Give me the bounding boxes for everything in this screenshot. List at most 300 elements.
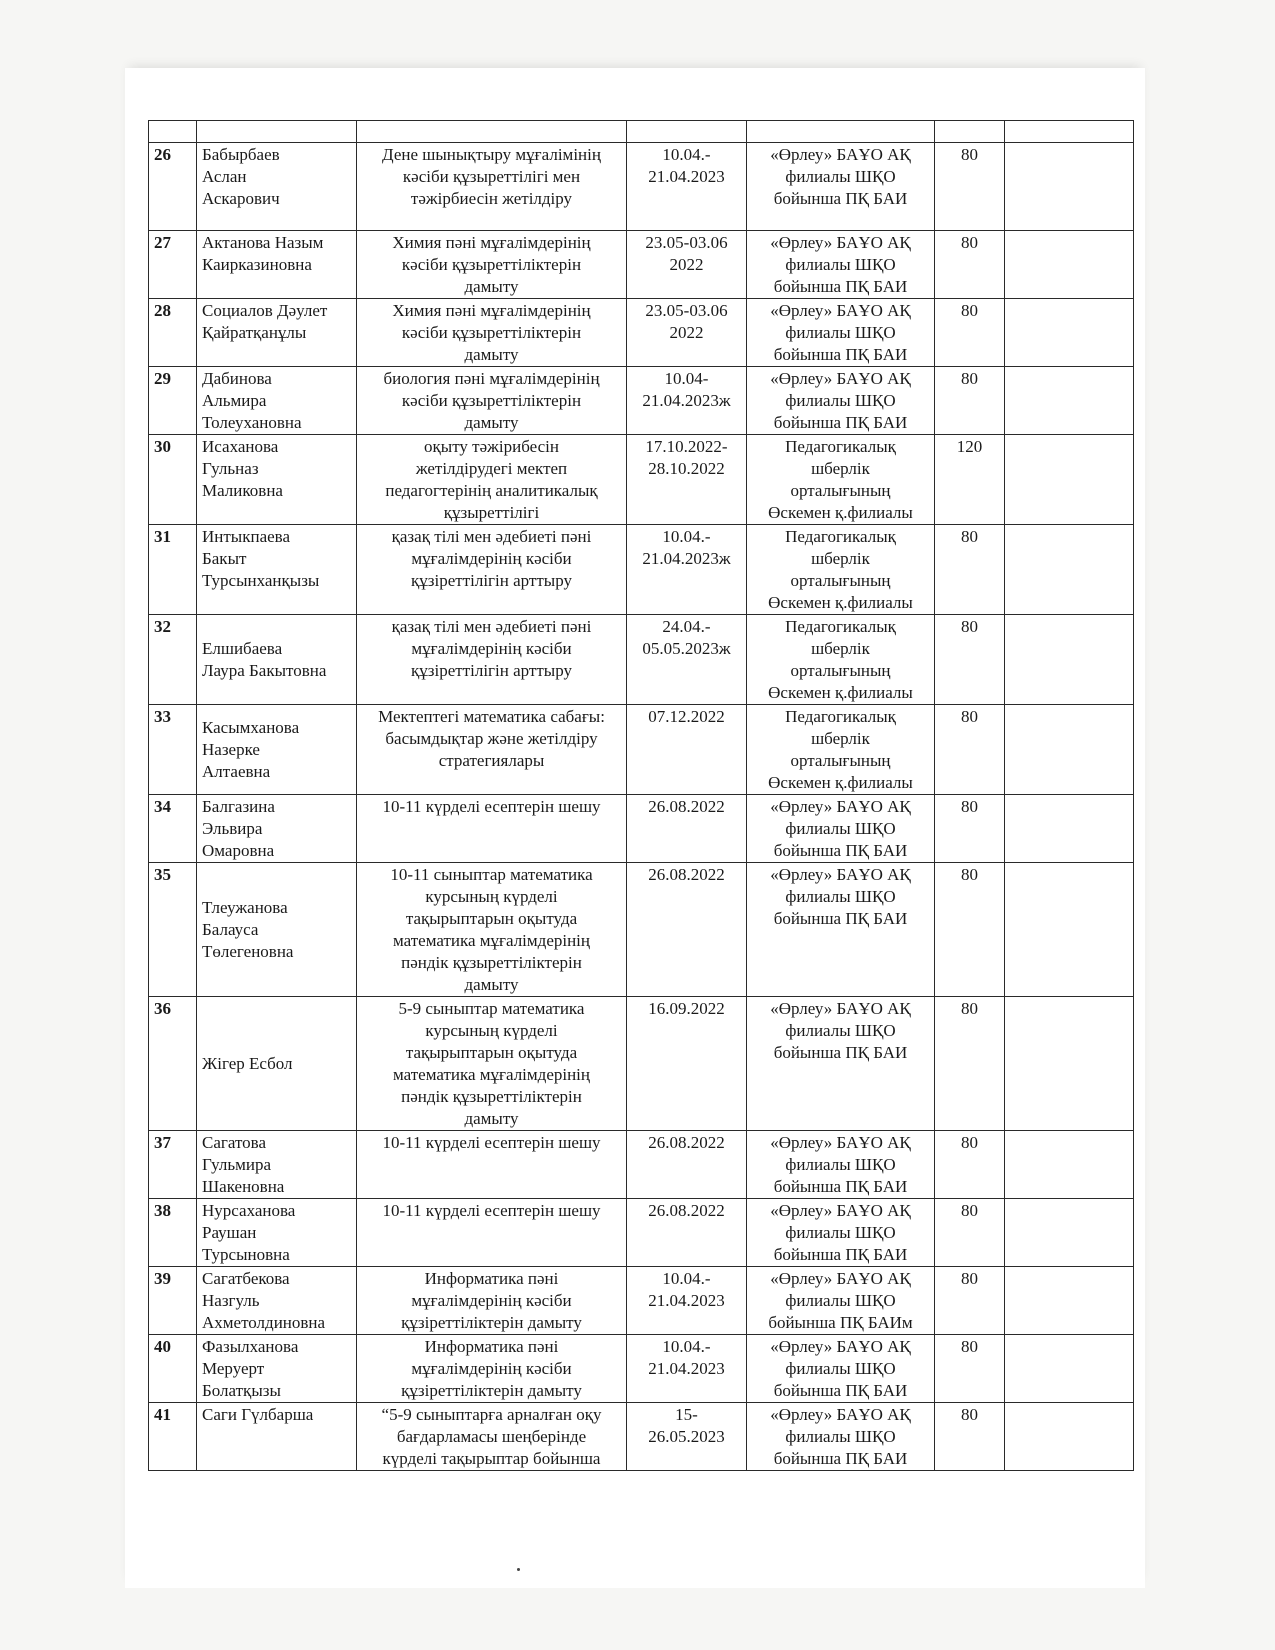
teacher-name-line: Фазылханова [202, 1337, 299, 1356]
course-title-line: құзіреттілігін арттыру [411, 661, 572, 680]
hours: 80 [935, 1267, 1005, 1335]
course-dates-line: 10.04.- [662, 1269, 711, 1288]
course-dates [627, 615, 747, 705]
course-title-line: дамыту [464, 277, 519, 296]
row-number: 27 [149, 231, 197, 299]
course-title-line: құзіреттіліктерін дамыту [401, 1381, 582, 1400]
organization [747, 997, 935, 1131]
course-title-line: құзіреттіліктерін дамыту [401, 1313, 582, 1332]
organization-line: бойынша ПҚ БАИ [773, 1177, 908, 1196]
course-title-line: Информатика пәні [424, 1337, 559, 1356]
organization-line: бойынша ПҚ БАИ [773, 841, 908, 860]
row-number: 37 [149, 1131, 197, 1199]
course-dates-line: 10.04.- [662, 1337, 711, 1356]
organization-line: филиалы ШҚО [785, 1359, 896, 1378]
course-title-line: Химия пәні мұғалімдерінің [392, 233, 591, 252]
course-title [357, 705, 627, 795]
teacher-name [197, 1267, 357, 1335]
course-title-line: тақырыптарын оқытуда [405, 909, 578, 928]
course-dates [627, 1335, 747, 1403]
teacher-name-line: Назгуль [202, 1291, 260, 1310]
organization [747, 1403, 935, 1471]
course-dates [627, 231, 747, 299]
course-title-line: жетілдірудегі мектеп [415, 459, 568, 478]
table-row [149, 795, 1134, 863]
table-row [149, 367, 1134, 435]
organization-line: филиалы ШҚО [785, 1291, 896, 1310]
teacher-name-line: Каирказиновна [202, 255, 312, 274]
course-title-line: қазақ тілі мен әдебиеті пәні [391, 527, 592, 546]
hours: 80 [935, 705, 1005, 795]
teacher-name-line: Балгазина [202, 797, 275, 816]
course-title-line: курсының күрделі [425, 1021, 558, 1040]
table-row [149, 1199, 1134, 1267]
teacher-name [197, 367, 357, 435]
organization-line: Өскемен қ.филиалы [768, 683, 913, 702]
organization-line: «Өрлеу» БАҰО АҚ [770, 999, 911, 1018]
organization-line: филиалы ШҚО [785, 1155, 896, 1174]
row-number: 28 [149, 299, 197, 367]
teacher-name-line: Актанова Назым [202, 233, 324, 252]
hours: 80 [935, 1131, 1005, 1199]
teacher-name-line: Нурсаханова [202, 1201, 296, 1220]
course-title-line: 10-11 сыныптар математика [390, 865, 593, 884]
course-dates-line: 07.12.2022 [648, 707, 725, 726]
course-dates [627, 299, 747, 367]
teacher-name [197, 299, 357, 367]
course-title [357, 231, 627, 299]
organization-line: Өскемен қ.филиалы [768, 503, 913, 522]
course-title-line: құзыреттілігі [443, 503, 540, 522]
course-dates [627, 863, 747, 997]
course-title-line: кәсіби құзыреттіліктерін [401, 391, 582, 410]
course-title [357, 525, 627, 615]
teacher-name [197, 997, 357, 1131]
course-dates-line: 24.04.- [662, 617, 711, 636]
training-table [148, 120, 1134, 1471]
course-title-line: кәсіби құзыреттілігі мен [402, 167, 581, 186]
hours: 80 [935, 1403, 1005, 1471]
course-dates-line: 2022 [669, 323, 704, 342]
teacher-name-line: Балауса [202, 920, 259, 939]
course-title-line: Информатика пәні [424, 1269, 559, 1288]
course-title-line: математика мұғалімдерінің [392, 931, 591, 950]
table-header-row [149, 121, 1134, 143]
course-title-line: 5-9 сыныптар математика [398, 999, 585, 1018]
course-dates-line: 26.08.2022 [648, 1201, 725, 1220]
course-dates [627, 997, 747, 1131]
table-row [149, 231, 1134, 299]
course-dates [627, 795, 747, 863]
course-title-line: мұғалімдерінің кәсіби [411, 639, 572, 658]
teacher-name [197, 435, 357, 525]
course-title [357, 1199, 627, 1267]
course-dates-line: 15- [675, 1405, 698, 1424]
course-title-line: Химия пәні мұғалімдерінің [392, 301, 591, 320]
teacher-name-line: Гульназ [202, 459, 259, 478]
speck [517, 1568, 520, 1571]
teacher-name [197, 1335, 357, 1403]
teacher-name [197, 705, 357, 795]
organization [747, 299, 935, 367]
teacher-name [197, 525, 357, 615]
organization-line: бойынша ПҚ БАИ [773, 1381, 908, 1400]
table-row [149, 705, 1134, 795]
course-title-line: кәсіби құзыреттіліктерін [401, 323, 582, 342]
course-title-line: пәндік құзыреттіліктерін [401, 1087, 582, 1106]
empty-cell [1005, 997, 1134, 1131]
course-title-line: Мектептегі математика сабағы: [378, 707, 605, 726]
course-title [357, 863, 627, 997]
teacher-name-line: Касымханова [202, 718, 300, 737]
organization-line: Өскемен қ.филиалы [768, 593, 913, 612]
course-dates-line: 21.04.2023 [648, 1359, 725, 1378]
organization-line: бойынша ПҚ БАИ [773, 909, 908, 928]
header-cell [357, 121, 627, 143]
teacher-name [197, 1403, 357, 1471]
organization-line: орталығының [790, 481, 891, 500]
empty-cell [1005, 1403, 1134, 1471]
row-number: 30 [149, 435, 197, 525]
organization-line: шберлік [811, 459, 870, 478]
table-row [149, 863, 1134, 997]
organization [747, 795, 935, 863]
organization-line: шберлік [811, 549, 870, 568]
organization-line: Педагогикалық [785, 437, 896, 456]
course-dates-line: 23.05-03.06 [645, 233, 728, 252]
teacher-name-line: Аслан [202, 167, 247, 186]
teacher-name-line: Сагатбекова [202, 1269, 290, 1288]
course-title-line: басымдықтар және жетілдіру [385, 729, 598, 748]
table-row [149, 1403, 1134, 1471]
teacher-name-line: Дабинова [202, 369, 272, 388]
table-row [149, 615, 1134, 705]
organization-line: Өскемен қ.филиалы [768, 773, 913, 792]
organization-line: Педагогикалық [785, 617, 896, 636]
teacher-name-line: Социалов Дәулет [202, 301, 328, 320]
organization [747, 615, 935, 705]
teacher-name [197, 231, 357, 299]
table-row [149, 299, 1134, 367]
hours: 80 [935, 997, 1005, 1131]
course-title [357, 143, 627, 231]
organization [747, 367, 935, 435]
teacher-name-line: Назерке [202, 740, 260, 759]
course-title [357, 1267, 627, 1335]
course-title [357, 615, 627, 705]
organization-line: бойынша ПҚ БАИ [773, 1245, 908, 1264]
course-title-line: дамыту [464, 345, 519, 364]
empty-cell [1005, 863, 1134, 997]
empty-cell [1005, 705, 1134, 795]
course-title-line: оқыту тәжірибесін [424, 437, 559, 456]
course-dates-line: 26.05.2023 [648, 1427, 725, 1446]
organization-line: «Өрлеу» БАҰО АҚ [770, 1405, 911, 1424]
course-title-line: құзіреттілігін арттыру [411, 571, 572, 590]
organization [747, 435, 935, 525]
row-number: 32 [149, 615, 197, 705]
row-number: 36 [149, 997, 197, 1131]
course-title-line: мұғалімдерінің кәсіби [411, 1291, 572, 1310]
teacher-name [197, 143, 357, 231]
row-number: 31 [149, 525, 197, 615]
course-title [357, 367, 627, 435]
course-title [357, 795, 627, 863]
organization-line: бойынша ПҚ БАИ [773, 345, 908, 364]
teacher-name-line: Елшибаева [202, 639, 283, 658]
teacher-name-line: Сагатова [202, 1133, 267, 1152]
course-dates-line: 26.08.2022 [648, 797, 725, 816]
organization-line: бойынша ПҚ БАИ [773, 1449, 908, 1468]
course-title-line: қазақ тілі мен әдебиеті пәні [391, 617, 592, 636]
empty-cell [1005, 615, 1134, 705]
row-number: 38 [149, 1199, 197, 1267]
organization-line: Педагогикалық [785, 707, 896, 726]
teacher-name-line: Болатқызы [202, 1381, 281, 1400]
course-dates-line: 17.10.2022- [645, 437, 728, 456]
hours: 80 [935, 525, 1005, 615]
table-row [149, 1131, 1134, 1199]
teacher-name-line: Маликовна [202, 481, 283, 500]
course-title-line: тақырыптарын оқытуда [405, 1043, 578, 1062]
teacher-name [197, 795, 357, 863]
course-dates-line: 10.04.- [662, 527, 711, 546]
empty-cell [1005, 435, 1134, 525]
course-dates-line: 16.09.2022 [648, 999, 725, 1018]
course-dates [627, 367, 747, 435]
organization-line: шберлік [811, 729, 870, 748]
course-title [357, 997, 627, 1131]
course-title-line: пәндік құзыреттіліктерін [401, 953, 582, 972]
teacher-name-line: Исаханова [202, 437, 279, 456]
teacher-name-line: Гульмира [202, 1155, 272, 1174]
organization-line: филиалы ШҚО [785, 167, 896, 186]
course-title-line: тәжірбиесін жетілдіру [410, 189, 573, 208]
course-title [357, 435, 627, 525]
course-dates-line: 26.08.2022 [648, 1133, 725, 1152]
hours: 80 [935, 299, 1005, 367]
row-number: 33 [149, 705, 197, 795]
teacher-name [197, 1199, 357, 1267]
course-dates-line: 10.04- [664, 369, 709, 388]
table-row [149, 143, 1134, 231]
organization-line: орталығының [790, 571, 891, 590]
organization-line: филиалы ШҚО [785, 391, 896, 410]
teacher-name-line: Альмира [202, 391, 267, 410]
course-dates-line: 21.04.2023ж [642, 549, 731, 568]
table-row [149, 1267, 1134, 1335]
organization-line: шберлік [811, 639, 870, 658]
course-title-line: стратегиялары [438, 751, 545, 770]
organization-line: филиалы ШҚО [785, 323, 896, 342]
empty-cell [1005, 1199, 1134, 1267]
course-title-line: бағдарламасы шеңберінде [396, 1427, 587, 1446]
organization-line: бойынша ПҚ БАИ [773, 413, 908, 432]
header-cell [149, 121, 197, 143]
hours: 80 [935, 863, 1005, 997]
organization-line: бойынша ПҚ БАИ [773, 189, 908, 208]
hours: 120 [935, 435, 1005, 525]
empty-cell [1005, 525, 1134, 615]
organization-line: «Өрлеу» БАҰО АҚ [770, 797, 911, 816]
header-cell [747, 121, 935, 143]
row-number: 40 [149, 1335, 197, 1403]
course-title-line: мұғалімдерінің кәсіби [411, 1359, 572, 1378]
teacher-name-line: Раушан [202, 1223, 257, 1242]
course-title-line: кәсіби құзыреттіліктерін [401, 255, 582, 274]
organization [747, 143, 935, 231]
row-number: 29 [149, 367, 197, 435]
empty-cell [1005, 143, 1134, 231]
course-dates-line: 2022 [669, 255, 704, 274]
teacher-name [197, 615, 357, 705]
course-title-line: дамыту [464, 975, 519, 994]
course-title-line: күрделі тақырыптар бойынша [382, 1449, 601, 1468]
course-title-line: 10-11 күрделі есептерін шешу [382, 1201, 601, 1220]
course-title-line: педагогтерінің аналитикалық [385, 481, 598, 500]
course-title-line: дамыту [464, 413, 519, 432]
organization [747, 1335, 935, 1403]
organization-line: Педагогикалық [785, 527, 896, 546]
empty-cell [1005, 1335, 1134, 1403]
course-title-line: биология пәні мұғалімдерінің [383, 369, 600, 388]
teacher-name-line: Турсыновна [202, 1245, 290, 1264]
organization-line: филиалы ШҚО [785, 1021, 896, 1040]
teacher-name-line: Эльвира [202, 819, 263, 838]
course-dates [627, 1267, 747, 1335]
teacher-name-line: Төлегеновна [202, 942, 294, 961]
teacher-name-line: Интыкпаева [202, 527, 291, 546]
organization-line: бойынша ПҚ БАИ [773, 1043, 908, 1062]
teacher-name [197, 863, 357, 997]
course-title [357, 1131, 627, 1199]
empty-cell [1005, 795, 1134, 863]
organization-line: филиалы ШҚО [785, 255, 896, 274]
organization-line: бойынша ПҚ БАИ [773, 277, 908, 296]
course-title-line: курсының күрделі [425, 887, 558, 906]
empty-cell [1005, 231, 1134, 299]
course-title-line: мұғалімдерінің кәсіби [411, 549, 572, 568]
teacher-name-line: Ахметолдиновна [202, 1313, 326, 1332]
teacher-name-line: Лаура Бакытовна [202, 661, 327, 680]
organization-line: «Өрлеу» БАҰО АҚ [770, 865, 911, 884]
header-cell [197, 121, 357, 143]
table-row [149, 997, 1134, 1131]
course-dates [627, 143, 747, 231]
course-dates-line: 26.08.2022 [648, 865, 725, 884]
organization [747, 863, 935, 997]
organization-line: «Өрлеу» БАҰО АҚ [770, 369, 911, 388]
teacher-name-line: Бакыт [202, 549, 247, 568]
teacher-name-line: Саги Гүлбарша [202, 1405, 314, 1424]
empty-cell [1005, 1267, 1134, 1335]
hours: 80 [935, 1335, 1005, 1403]
row-number: 39 [149, 1267, 197, 1335]
course-dates-line: 21.04.2023 [648, 167, 725, 186]
row-number: 34 [149, 795, 197, 863]
organization-line: орталығының [790, 661, 891, 680]
empty-cell [1005, 1131, 1134, 1199]
table-row [149, 525, 1134, 615]
header-cell [935, 121, 1005, 143]
organization [747, 1267, 935, 1335]
header-cell [627, 121, 747, 143]
organization-line: филиалы ШҚО [785, 1223, 896, 1242]
course-dates [627, 1403, 747, 1471]
course-dates [627, 435, 747, 525]
teacher-name [197, 1131, 357, 1199]
teacher-name-line: Қайратқанұлы [202, 323, 307, 342]
hours: 80 [935, 795, 1005, 863]
course-title-line: 10-11 күрделі есептерін шешу [382, 1133, 601, 1152]
course-title [357, 299, 627, 367]
organization-line: «Өрлеу» БАҰО АҚ [770, 1337, 911, 1356]
row-number: 26 [149, 143, 197, 231]
organization-line: бойынша ПҚ БАИм [768, 1313, 913, 1332]
row-number: 41 [149, 1403, 197, 1471]
course-title [357, 1403, 627, 1471]
course-dates-line: 21.04.2023ж [642, 391, 731, 410]
organization-line: «Өрлеу» БАҰО АҚ [770, 145, 911, 164]
course-dates-line: 23.05-03.06 [645, 301, 728, 320]
course-title-line: дамыту [464, 1109, 519, 1128]
hours: 80 [935, 367, 1005, 435]
organization-line: «Өрлеу» БАҰО АҚ [770, 233, 911, 252]
organization [747, 705, 935, 795]
empty-cell [1005, 299, 1134, 367]
course-title-line: “5-9 сыныптарға арналған оқу [381, 1405, 602, 1424]
organization-line: «Өрлеу» БАҰО АҚ [770, 301, 911, 320]
hours: 80 [935, 615, 1005, 705]
course-dates [627, 525, 747, 615]
course-title-line: математика мұғалімдерінің [392, 1065, 591, 1084]
course-dates-line: 28.10.2022 [648, 459, 725, 478]
teacher-name-line: Толеухановна [202, 413, 302, 432]
table-row [149, 435, 1134, 525]
organization-line: «Өрлеу» БАҰО АҚ [770, 1201, 911, 1220]
hours: 80 [935, 231, 1005, 299]
teacher-name-line: Алтаевна [202, 762, 271, 781]
row-number: 35 [149, 863, 197, 997]
organization-line: филиалы ШҚО [785, 819, 896, 838]
organization [747, 525, 935, 615]
course-dates [627, 1131, 747, 1199]
organization-line: филиалы ШҚО [785, 887, 896, 906]
course-dates-line: 10.04.- [662, 145, 711, 164]
empty-cell [1005, 367, 1134, 435]
organization [747, 1199, 935, 1267]
course-title [357, 1335, 627, 1403]
table-row [149, 1335, 1134, 1403]
teacher-name-line: Омаровна [202, 841, 275, 860]
hours: 80 [935, 1199, 1005, 1267]
course-dates-line: 21.04.2023 [648, 1291, 725, 1310]
course-dates [627, 1199, 747, 1267]
organization-line: «Өрлеу» БАҰО АҚ [770, 1269, 911, 1288]
course-title-line: Дене шынықтыру мұғалімінің [382, 145, 601, 164]
header-cell [1005, 121, 1134, 143]
teacher-name-line: Тлеужанова [202, 898, 288, 917]
organization-line: «Өрлеу» БАҰО АҚ [770, 1133, 911, 1152]
teacher-name-line: Жігер Есбол [202, 1054, 293, 1073]
teacher-name-line: Бабырбаев [202, 145, 280, 164]
organization-line: филиалы ШҚО [785, 1427, 896, 1446]
teacher-name-line: Шакеновна [202, 1177, 285, 1196]
course-title-line: 10-11 күрделі есептерін шешу [382, 797, 601, 816]
teacher-name-line: Меруерт [202, 1359, 265, 1378]
organization-line: орталығының [790, 751, 891, 770]
teacher-name-line: Аскарович [202, 189, 280, 208]
